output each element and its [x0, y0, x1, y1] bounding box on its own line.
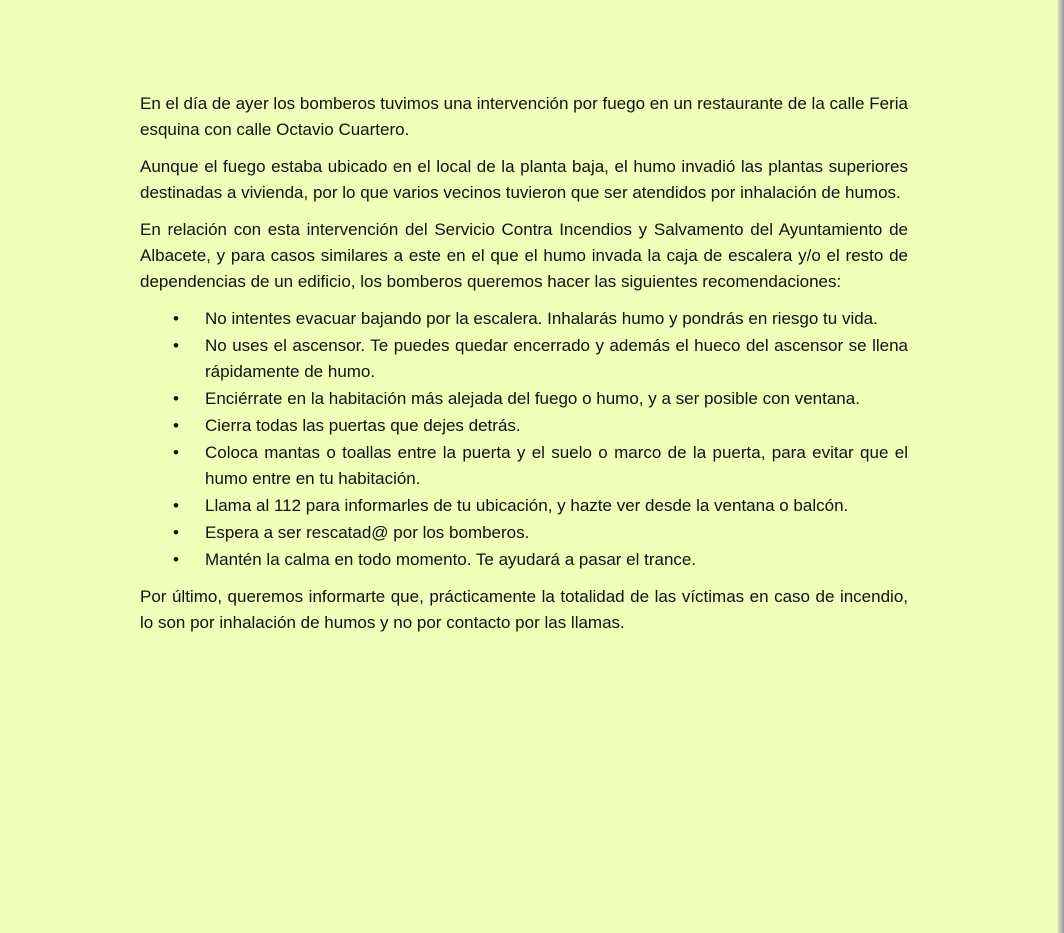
list-item [140, 333, 908, 385]
bullet-icon: • [173, 389, 179, 408]
list-item-text: Espera a ser rescatad@ por los bomberos. [205, 523, 530, 542]
list-item-text: No intentes evacuar bajando por la escalera. Inhalarás humo y pondrás en riesgo tu vida. [205, 309, 878, 328]
recommendations-list [140, 306, 908, 573]
list-item-text: Cierra todas las puertas que dejes detrás. [205, 416, 521, 435]
list-item [140, 413, 908, 439]
paragraph-intro: En el día de ayer los bomberos tuvimos una intervención por fuego en un restaurante de la calle Feria esquina con calle Octavio Cuartero. [140, 94, 908, 139]
paragraph-smoke: Aunque el fuego estaba ubicado en el local de la planta baja, el humo invadió las plantas superiores destinadas a vivienda, por lo que varios vecinos tuvieron que ser atendidos por inhalación de humos. [140, 157, 908, 202]
bullet-icon: • [173, 416, 179, 435]
list-item [140, 306, 908, 332]
paragraph-closing: Por último, queremos informarte que, prácticamente la totalidad de las víctimas en caso de incendio, lo son por inhalación de humos y no por contacto por las llamas. [140, 587, 908, 632]
list-item [140, 547, 908, 573]
list-item [140, 440, 908, 492]
list-item [140, 493, 908, 519]
bullet-icon: • [173, 496, 179, 515]
list-item-text: Enciérrate en la habitación más alejada del fuego o humo, y a ser posible con ventana. [205, 389, 860, 408]
list-item [140, 386, 908, 412]
list-item [140, 520, 908, 546]
bullet-icon: • [173, 336, 179, 355]
paragraph-recommendations-intro: En relación con esta intervención del Servicio Contra Incendios y Salvamento del Ayuntamiento de Albacete, y para casos similares a este en el que el humo invada la caja de escalera y/o el resto de dependencias de un edificio, los bomberos queremos hacer las siguientes recomendaciones: [140, 220, 908, 291]
list-item-text: Coloca mantas o toallas entre la puerta y el suelo o marco de la puerta, para evitar que el humo entre en tu habitación. [205, 443, 908, 488]
bullet-icon: • [173, 443, 179, 462]
list-item-text: Llama al 112 para informarles de tu ubicación, y hazte ver desde la ventana o balcón. [205, 496, 849, 515]
list-item-text: Mantén la calma en todo momento. Te ayudará a pasar el trance. [205, 550, 697, 569]
bullet-icon: • [173, 550, 179, 569]
list-item-text: No uses el ascensor. Te puedes quedar encerrado y además el hueco del ascensor se llena rápidamente de humo. [205, 336, 908, 381]
bullet-icon: • [173, 523, 179, 542]
page-edge-shadow [1058, 0, 1064, 933]
document-body [140, 91, 908, 647]
bullet-icon: • [173, 309, 179, 328]
